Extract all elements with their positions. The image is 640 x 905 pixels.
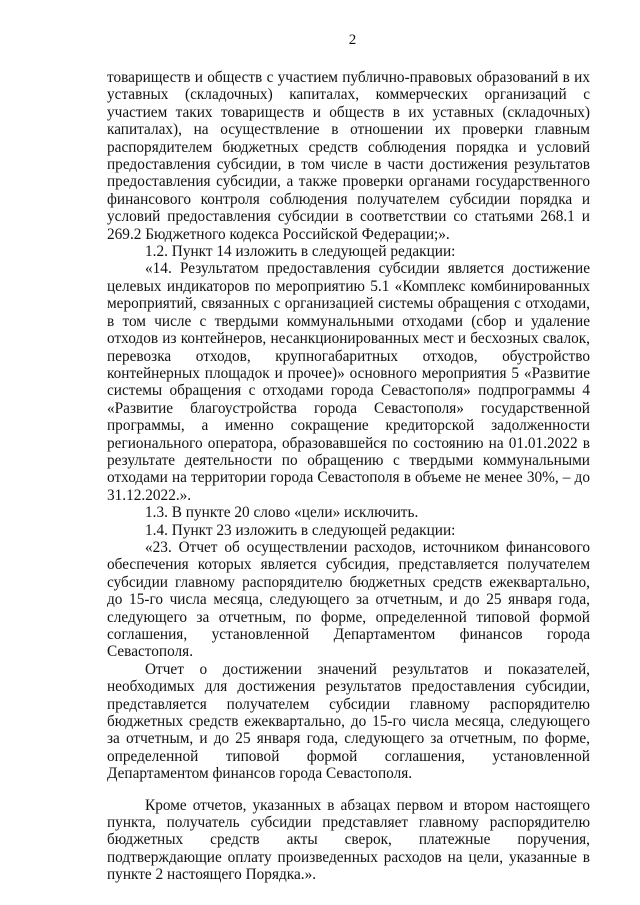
paragraph-point-23: «23. Отчет об осуществлении расходов, источником финансового обеспечения которых является субсидия, представляется получателем субсидии главному распорядителю бюджетных средств ежеквартально, до 15-го числа месяца, следующего за отчетным, и до 25 января года, следующего за отчетным, по форме, определенной типовой формой соглашения, установленной Департаментом финансов города Севастополя. <box>107 538 590 661</box>
paragraph-continuation: товариществ и обществ с участием публично-правовых образований в их уставных (складочных) капиталах, коммерческих организаций с участием таких товариществ и обществ в их уставных (складочных) капиталах), на осуществление в отношении их проверки главным распорядителем бюджетных средств соблюдения порядка и условий предоставления субсидии, в том числе в части достижения результатов предоставления субсидии, а также проверки органами государственного финансового контроля соблюдения получателем субсидии порядка и условий предоставления субсидии в соответствии со статьями 268.1 и 269.2 Бюджетного кодекса Российской Федерации;». <box>107 69 590 243</box>
paragraph-item-1-3: 1.3. В пункте 20 слово «цели» исключить. <box>145 504 419 522</box>
document-body <box>107 69 590 884</box>
paragraph-report-results: Отчет о достижении значений результатов и показателей, необходимых для достижения результатов предоставления субсидии, представляется получателем субсидии главному распорядителю бюджетных средств ежеквартально, до 15-го числа месяца, следующего за отчетным, и до 25 января года, следующего за отчетным, по форме, определенной типовой формой соглашения, установленной Департаментом финансов города Севастополя. <box>107 660 590 783</box>
paragraph-item-1-2: 1.2. Пункт 14 изложить в следующей редакции: <box>145 243 456 261</box>
page-number: 2 <box>348 32 357 48</box>
paragraph-point-14: «14. Результатом предоставления субсидии является достижение целевых индикаторов по мероприятию 5.1 «Комплекс комбинированных мероприятий, связанных с организацией системы обращения с отходами, в том числе с твердыми коммунальными отходами (сбор и удаление отходов из контейнеров, несанкционированных мест и бесхозных свалок, перевозка отходов, крупногабаритных отходов, обустройство контейнерных площадок и прочее)» основного мероприятия 5 «Развитие системы обращения с отходами города Севастополя» подпрограммы 4 «Развитие благоустройства города Севастополя» государственной программы, а именно сокращение кредиторской задолженности регионального оператора, образовавшейся по состоянию на 01.01.2022 в результате деятельности по обращению с твердыми коммунальными отходами на территории города Севастополя в объеме не менее 30%, – до 31.12.2022.». <box>107 260 590 504</box>
paragraph-other-reports: Кроме отчетов, указанных в абзацах первом и втором настоящего пункта, получатель субсидии представляет главному распорядителю бюджетных средств акты сверок, платежные поручения, подтверждающие оплату произведенных расходов на цели, указанные в пункте 2 настоящего Порядка.». <box>107 796 590 884</box>
paragraph-item-1-4: 1.4. Пункт 23 изложить в следующей редакции: <box>145 521 456 539</box>
